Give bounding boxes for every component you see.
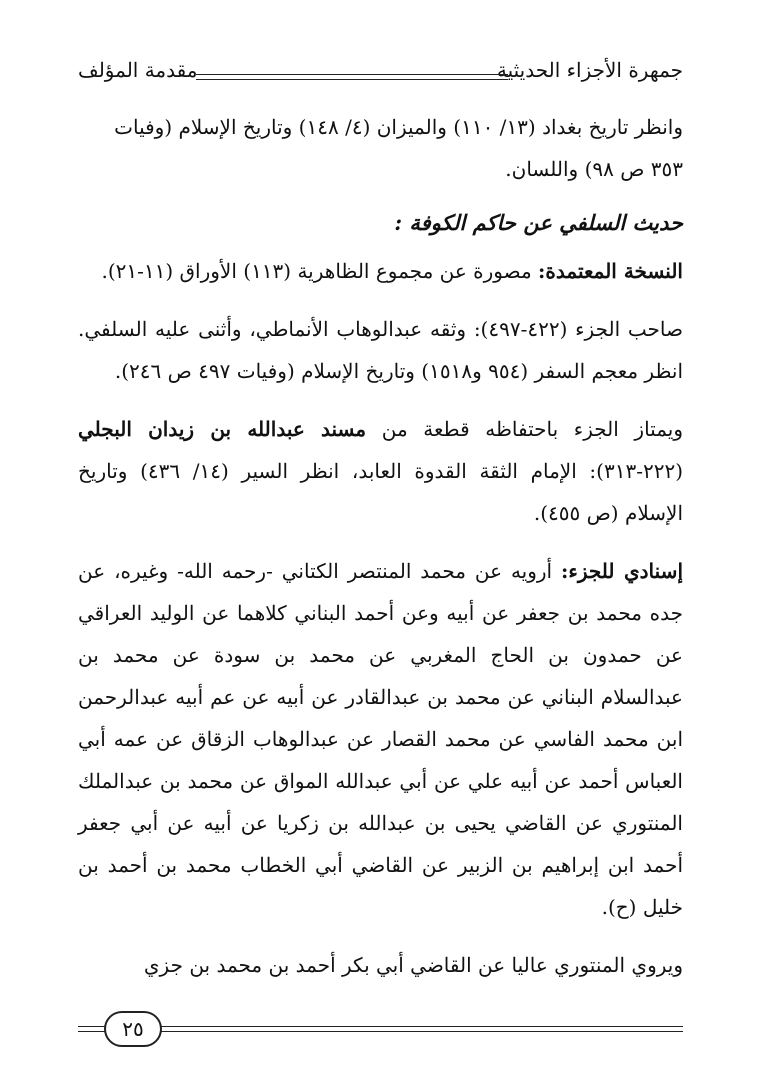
paragraph-gap — [78, 534, 683, 550]
final-text: ويروي المنتوري عاليا عن القاضي أبي بكر أحمد بن محمد بن جزي — [143, 953, 683, 977]
distinction-text-before: ويمتاز الجزء باحتفاظه قطعة من — [366, 417, 684, 441]
paragraph-1-line-2: ٣٥٣ ص ٩٨) واللسان. — [505, 157, 683, 181]
section-title: مقدمة المؤلف — [78, 58, 198, 82]
header-rule — [196, 74, 508, 80]
paragraph-final — [78, 944, 683, 986]
footer-rule — [78, 1026, 683, 1032]
isnad-text: أرويه عن محمد المنتصر الكتاني -رحمه الله- وغيره، عن جده محمد بن جعفر عن أبيه وعن أحمد البناني كلاهما عن الوليد العراقي عن حمدون بن الحاج المغربي عن محمد بن سودة عن محمد بن عبدالسلام البناني عن محمد بن عبدالقادر عن أبيه عن عم أبيه عبدالرحمن ابن محمد الفاسي عن محمد القصار عن عبدالوهاب الزقاق عن عمه أبي العباس أحمد عن أبيه علي عن أبي عبدالله المواق عن محمد بن عبدالملك المنتوري عن القاضي يحيى بن عبدالله بن زكريا عن أبيه عن أبي جعفر أحمد ابن إبراهيم بن الزبير عن القاضي أبي الخطاب محمد بن أحمد بن خليل (ح). — [78, 559, 683, 919]
paragraph-distinction — [78, 408, 683, 534]
paragraph-author — [78, 308, 683, 392]
paragraph-1 — [78, 106, 683, 190]
paragraph-isnad — [78, 550, 683, 928]
paragraph-gap — [78, 928, 683, 944]
author-text: صاحب الجزء (٤٢٢-٤٩٧): وثقه عبدالوهاب الأنماطي، وأثنى عليه السلفي. انظر معجم السفر (٩٥٤ و١٥١٨) وتاريخ الإسلام (وفيات ٤٩٧ ص ٢٤٦). — [78, 317, 683, 383]
running-header — [78, 54, 683, 94]
distinction-bold: مسند عبدالله بن زيدان البجلي — [78, 417, 367, 441]
paragraph-gap — [78, 292, 683, 308]
distinction-text-after: (٢٢٢-٣١٣): الإمام الثقة القدوة العابد، انظر السير (١٤/ ٤٣٦) وتاريخ الإسلام (ص ٤٥٥). — [78, 459, 683, 525]
paragraph-1-line-1: وانظر تاريخ بغداد (١٣/ ١١٠) والميزان (٤/ ١٤٨) وتاريخ الإسلام (وفيات — [114, 115, 683, 139]
isnad-label: إسنادي للجزء: — [561, 559, 683, 583]
book-title: جمهرة الأجزاء الحديثية — [496, 58, 683, 82]
paragraph-manuscript — [78, 250, 683, 292]
paragraph-gap — [78, 392, 683, 408]
page-body — [78, 106, 683, 986]
section-heading: حديث السلفي عن حاكم الكوفة : — [394, 210, 683, 235]
manuscript-label: النسخة المعتمدة: — [538, 259, 683, 283]
manuscript-text: مصورة عن مجموع الظاهرية (١١٣) الأوراق (١١-٢١). — [101, 259, 539, 283]
page-number-badge: ٢٥ — [104, 1011, 162, 1047]
